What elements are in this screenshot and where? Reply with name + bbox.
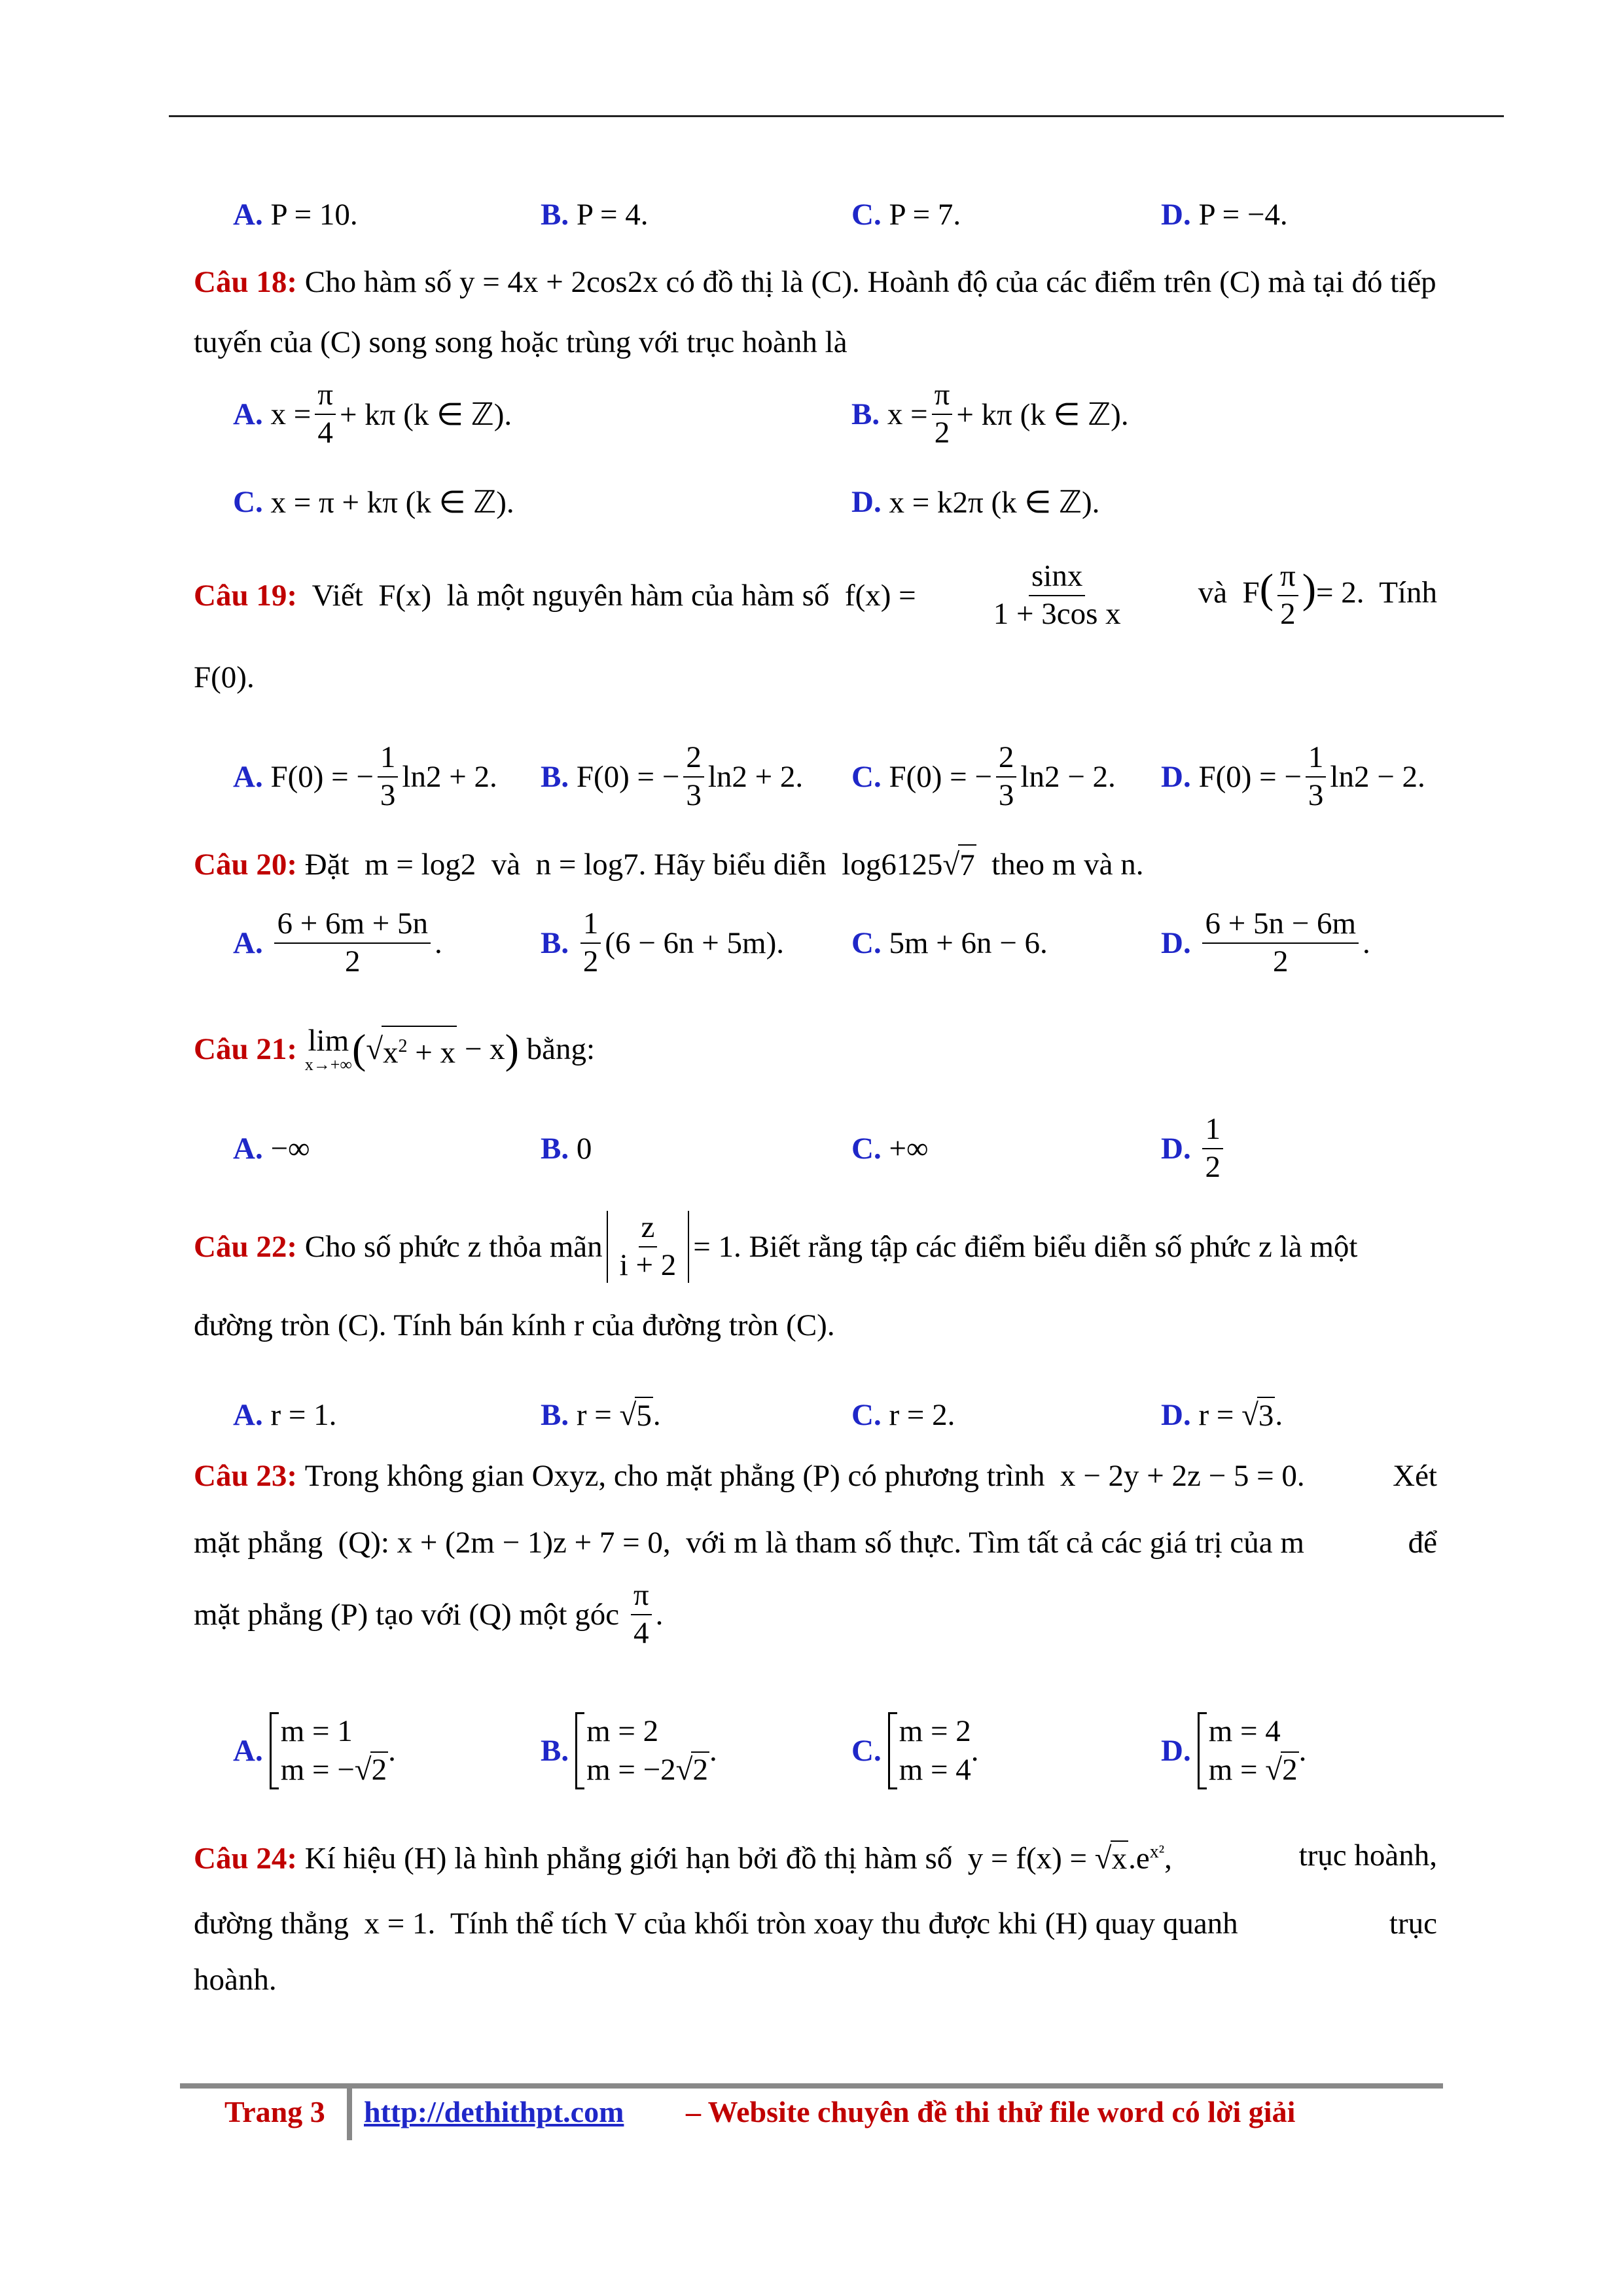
q23-option-a[interactable]: A. m = 1 m = −√2 . xyxy=(233,1702,396,1800)
q17-option-b[interactable]: B. P = 4. xyxy=(541,198,649,232)
q17-option-c[interactable]: C. P = 7. xyxy=(851,198,961,232)
footer-divider xyxy=(347,2088,352,2140)
q23-option-d[interactable]: D. m = 4 m = √2 . xyxy=(1161,1702,1306,1800)
q21-option-b[interactable]: B. 0 xyxy=(541,1132,592,1166)
q22-option-b[interactable]: B. r = √ 5 . xyxy=(541,1398,661,1433)
q20-options xyxy=(194,907,1437,979)
q18-options-ab xyxy=(194,378,1437,450)
q21-stem: Câu 21: lim x→+∞ ( √ $x^2 + x$ − x ) bằng: xyxy=(194,1023,596,1074)
q18-options-cd xyxy=(194,466,1437,538)
q21-option-c[interactable]: C. +∞ xyxy=(851,1132,929,1166)
q18-option-b[interactable]: B. x = π 2 + kπ (k ∈ ℤ). xyxy=(851,378,1129,450)
q17-options xyxy=(194,179,1437,251)
footer-tagline: – Website chuyên đề thi thử file word có lời giải xyxy=(686,2095,1296,2128)
q20-option-c[interactable]: C. 5m + 6n − 6. xyxy=(851,926,1048,960)
q20-option-b[interactable]: B. 1 2 (6 − 6n + 5m). xyxy=(541,906,784,978)
q19-option-a[interactable]: A. F(0) = − 1 3 ln2 + 2. xyxy=(233,740,497,812)
q19-stem: Câu 19: Viết F(x) là một nguyên hàm của hàm số f(x) = $\frac{\sin x}{\text{1 + 3cos x}}$ và F( $\frac{\pi}{2}$ )= 2. Tính F(0). xyxy=(194,559,1437,694)
q17-option-a[interactable]: A. P = 10. xyxy=(233,198,358,232)
q19-option-b[interactable]: B. F(0) = − 2 3 ln2 + 2. xyxy=(541,740,804,812)
q22-option-d[interactable]: D. r = √ 3 . xyxy=(1161,1398,1283,1433)
q21-option-d[interactable]: D. 1 2 xyxy=(1161,1113,1227,1185)
q18-stem: Câu 18: Cho hàm số y = 4x + 2cos2x có đồ thị là (C). Hoành độ của các điểm trên (C) mà tại đó tiếp tuyến của (C) song song hoặc trùng với trục hoành là xyxy=(194,265,1436,359)
q23-option-b[interactable]: B. m = 2 m = −2√2 . xyxy=(541,1702,717,1800)
q22-stem: Câu 22: Cho số phức z thỏa mãn z i + 2 = 1. Biết rằng tập các điểm biểu diễn số phức z là một đường tròn (C). Tính bán kính r của đường tròn (C). xyxy=(194,1210,1358,1342)
q23-stem: Câu 23: Trong không gian Oxyz, cho mặt phẳng (P) có phương trình x − 2y + 2z − 5 = 0. Xét mặt phẳng (Q): x + (2m − 1)z + 7 = 0, với m là tham số thực. Tìm tất cả các giá trị của m để mặt phẳng (P) tạo với (Q) một góc π 4 . xyxy=(194,1459,1437,1650)
q19-option-c[interactable]: C. F(0) = − 2 3 ln2 − 2. xyxy=(851,740,1116,812)
q20-stem: Câu 20: Đặt m = log2 và n = log7. Hãy biểu diễn log6125√ 7 theo m và n. xyxy=(194,842,1437,888)
q18-option-a[interactable]: A. x = π 4 + kπ (k ∈ ℤ). xyxy=(233,378,512,450)
q19-options xyxy=(194,741,1437,813)
q22-option-a[interactable]: A. r = 1. xyxy=(233,1398,337,1432)
q24-stem: Câu 24: Kí hiệu (H) là hình phẳng giới hạn bởi đồ thị hàm số $y = f(x) = √x.e^{x^2}$, trục hoành, đường thẳng x = 1. Tính thể tích V của khối tròn xoay thu được khi (H) quay quanh trục hoành. xyxy=(194,1839,1437,1997)
q17-option-d[interactable]: D. P = −4. xyxy=(1161,198,1288,232)
q22-option-c[interactable]: C. r = 2. xyxy=(851,1398,955,1432)
q20-option-a[interactable]: A. 6 + 6m + 5n 2 . xyxy=(233,906,442,978)
footer-link[interactable]: http://dethithpt.com xyxy=(364,2095,624,2128)
q21-options xyxy=(194,1113,1437,1185)
q22-options xyxy=(194,1379,1437,1451)
q18-option-d[interactable]: D. x = k2π (k ∈ ℤ). xyxy=(851,485,1100,520)
q21-option-a[interactable]: A. −∞ xyxy=(233,1132,310,1166)
q19-option-d[interactable]: D. F(0) = − 1 3 ln2 − 2. xyxy=(1161,740,1425,812)
footer-rule xyxy=(180,2083,1443,2089)
header-rule xyxy=(169,115,1504,117)
q18-option-c[interactable]: C. x = π + kπ (k ∈ ℤ). xyxy=(233,485,514,520)
q23-options xyxy=(194,1702,1437,1800)
q23-option-c[interactable]: C. m = 2 m = 4 . xyxy=(851,1702,979,1800)
footer-page-label: Trang 3 xyxy=(224,2095,325,2128)
q20-option-d[interactable]: D. 6 + 5n − 6m 2 . xyxy=(1161,906,1370,978)
